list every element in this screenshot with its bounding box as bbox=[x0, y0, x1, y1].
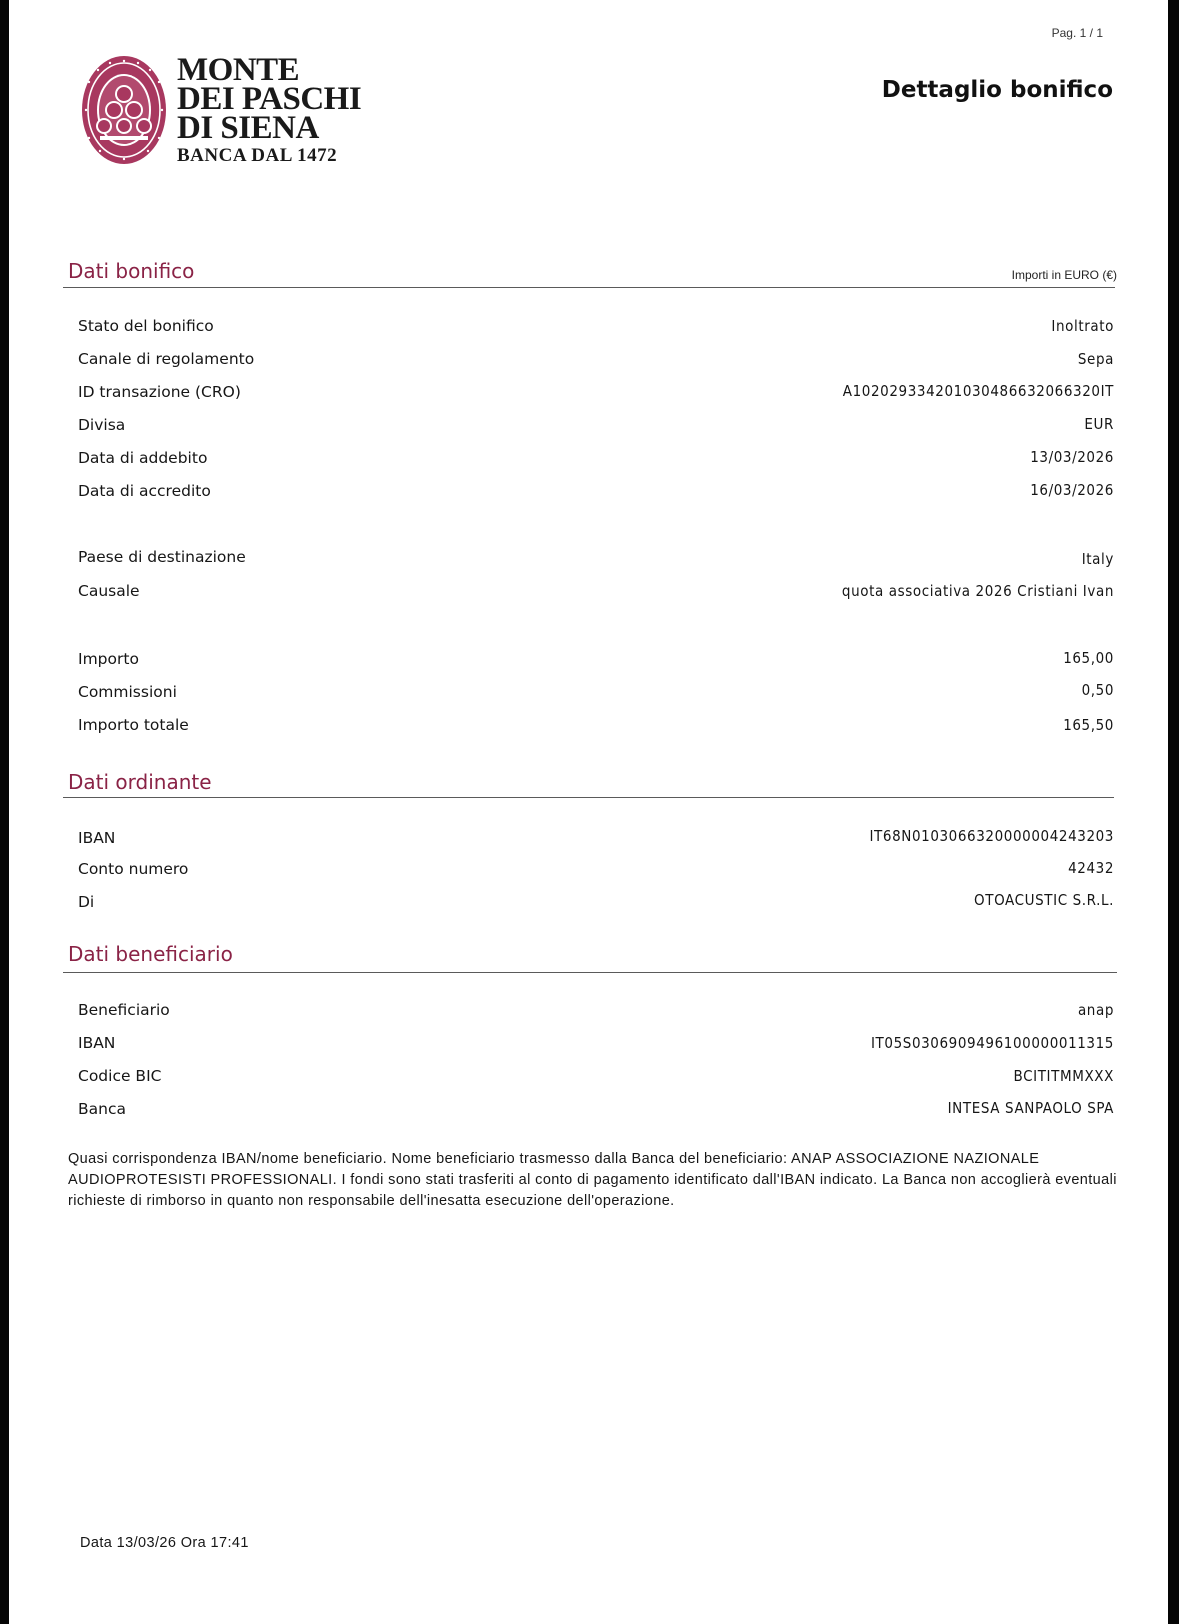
print-datetime: Data 13/03/26 Ora 17:41 bbox=[80, 1535, 249, 1551]
scan-border-right bbox=[1168, 0, 1179, 1624]
disclaimer-note: Quasi corrispondenza IBAN/nome beneficiario. Nome beneficiario trasmesso dalla Banca del beneficiario: ANAP ASSOCIAZIONE NAZIONALE AUDIOPROTESISTI PROFESSIONALI. I fondi sono stati trasferiti al conto di pagamento identificato dall'IBAN indicato. La Banca non accoglierà eventuali richieste di rimborso in quanto non responsabile dell'inesatta esecuzione dell'operazione. bbox=[68, 1151, 1117, 1209]
field-label: Di bbox=[78, 893, 95, 911]
field-value: Sepa bbox=[1077, 350, 1114, 368]
field-label: Beneficiario bbox=[78, 1001, 170, 1019]
field-label: Importo bbox=[78, 650, 139, 668]
logo-line-3: DI SIENA bbox=[177, 110, 319, 146]
field-value: BCITITMMXXX bbox=[1013, 1067, 1114, 1085]
section-title-dati-ordinante: Dati ordinante bbox=[68, 770, 212, 794]
field-value: IT68N0103066320000004243203 bbox=[869, 827, 1114, 845]
field-label: Stato del bonifico bbox=[78, 317, 214, 335]
field-label: Data di accredito bbox=[78, 482, 211, 500]
logo-line-1: MONTE bbox=[177, 52, 300, 88]
field-label: Commissioni bbox=[78, 683, 177, 701]
field-value: OTOACUSTIC S.R.L. bbox=[974, 891, 1114, 909]
field-value: A102029334201030486632066320IT bbox=[842, 382, 1114, 400]
bank-seal-icon bbox=[80, 54, 168, 166]
page-number: Pag. 1 / 1 bbox=[1051, 26, 1103, 40]
field-label: Banca bbox=[78, 1100, 126, 1118]
field-value: EUR bbox=[1084, 415, 1114, 433]
section-title-dati-bonifico: Dati bonifico bbox=[68, 259, 195, 283]
field-value: quota associativa 2026 Cristiani Ivan bbox=[841, 582, 1114, 600]
field-label: Codice BIC bbox=[78, 1067, 162, 1085]
field-label: Paese di destinazione bbox=[78, 548, 246, 566]
field-label: ID transazione (CRO) bbox=[78, 383, 241, 401]
logo-line-2: DEI PASCHI bbox=[177, 81, 362, 117]
field-label: Causale bbox=[78, 582, 140, 600]
section-title-dati-beneficiario: Dati beneficiario bbox=[68, 942, 233, 966]
field-value: 0,50 bbox=[1081, 681, 1114, 699]
logo-tagline: BANCA DAL 1472 bbox=[177, 145, 338, 166]
field-value: Inoltrato bbox=[1051, 317, 1114, 335]
section-divider bbox=[63, 797, 1114, 798]
field-value: 165,50 bbox=[1063, 716, 1114, 734]
bank-logo bbox=[80, 54, 400, 170]
field-label: Conto numero bbox=[78, 860, 189, 878]
field-value: anap bbox=[1077, 1001, 1114, 1019]
scan-border-left bbox=[0, 0, 9, 1624]
field-value: 16/03/2026 bbox=[1030, 481, 1114, 499]
section-divider bbox=[63, 972, 1117, 973]
document-title: Dettaglio bonifico bbox=[881, 77, 1113, 103]
field-value: IT05S0306909496100000011315 bbox=[870, 1034, 1114, 1052]
logo-wordmark bbox=[177, 52, 362, 168]
field-label: IBAN bbox=[78, 1034, 116, 1052]
field-value: INTESA SANPAOLO SPA bbox=[947, 1099, 1114, 1117]
field-label: Importo totale bbox=[78, 716, 189, 734]
field-value: 42432 bbox=[1068, 859, 1114, 877]
field-label: IBAN bbox=[78, 829, 116, 847]
field-label: Data di addebito bbox=[78, 449, 208, 467]
field-label: Canale di regolamento bbox=[78, 350, 255, 368]
field-label: Divisa bbox=[78, 416, 126, 434]
field-value: 165,00 bbox=[1063, 649, 1114, 667]
section-divider bbox=[63, 287, 1115, 288]
field-value: Italy bbox=[1081, 550, 1114, 568]
field-value: 13/03/2026 bbox=[1030, 448, 1114, 466]
currency-note: Importi in EURO (€) bbox=[1011, 268, 1117, 282]
